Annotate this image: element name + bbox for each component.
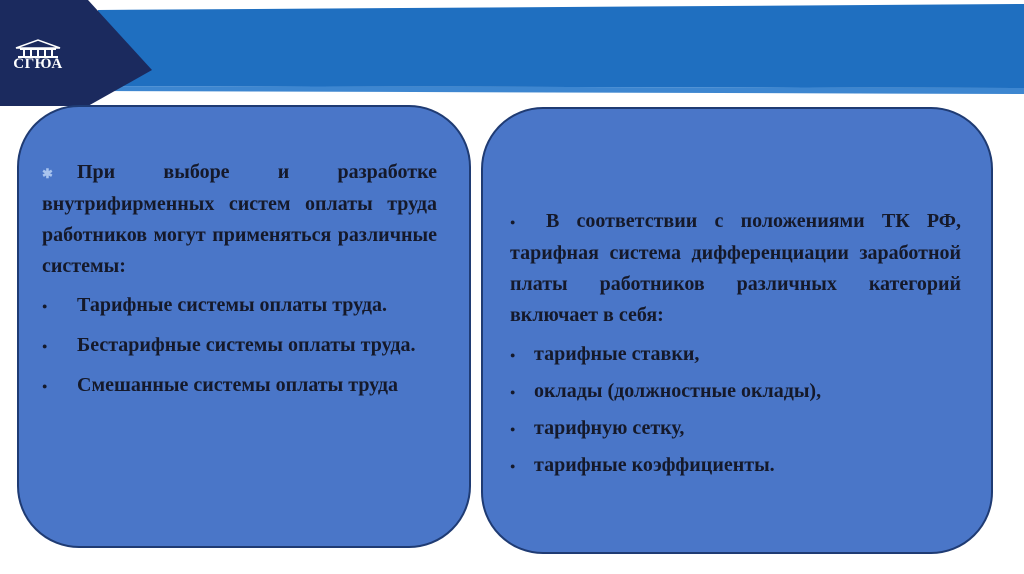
- dot-bullet-icon: ●: [42, 300, 48, 311]
- dot-bullet-icon: ●: [510, 349, 516, 360]
- dot-bullet-icon: ●: [510, 423, 516, 434]
- right-card-intro-text: В соответствии с положениями ТК РФ, тарифная система дифференциации заработной платы работников различных категорий включает в себя:: [510, 210, 961, 326]
- list-item-text: Бестарифные системы оплаты труда.: [77, 333, 416, 356]
- list-item: [510, 413, 961, 445]
- header-shapes: [0, 0, 1024, 110]
- list-item: [510, 339, 961, 371]
- header-blue-bar: [98, 4, 1024, 88]
- left-card: [17, 105, 471, 548]
- list-item-text: оклады (должностные оклады),: [534, 379, 822, 402]
- list-item-text: тарифную сетку,: [534, 416, 685, 439]
- dot-bullet-icon: ●: [42, 380, 48, 391]
- list-item: [510, 450, 961, 482]
- list-item-text: Тарифные системы оплаты труда.: [77, 293, 388, 316]
- asterisk-icon: ✱: [42, 165, 53, 181]
- dot-bullet-icon: ●: [42, 340, 48, 351]
- dot-bullet-icon: ●: [510, 386, 516, 397]
- left-card-intro-text: При выборе и разработке внутрифирменных систем оплаты труда работников могут применяться различные системы:: [42, 161, 437, 277]
- dot-bullet-icon: ●: [510, 460, 516, 471]
- logo: [10, 38, 66, 82]
- right-card-intro: [510, 206, 961, 331]
- list-item-text: Смешанные системы оплаты труда: [77, 373, 399, 396]
- list-item-text: тарифные коэффициенты.: [534, 453, 775, 476]
- list-item: [42, 370, 437, 402]
- list-item: [510, 376, 961, 408]
- left-card-intro: [42, 157, 437, 282]
- dot-bullet-icon: ●: [510, 216, 516, 227]
- list-item-text: тарифные ставки,: [534, 342, 700, 365]
- right-card: [481, 107, 993, 554]
- list-item: [42, 290, 437, 322]
- logo-text: СГЮА: [13, 56, 63, 72]
- header-band: [0, 0, 1024, 110]
- list-item: [42, 330, 437, 362]
- building-emblem-icon: [10, 38, 66, 58]
